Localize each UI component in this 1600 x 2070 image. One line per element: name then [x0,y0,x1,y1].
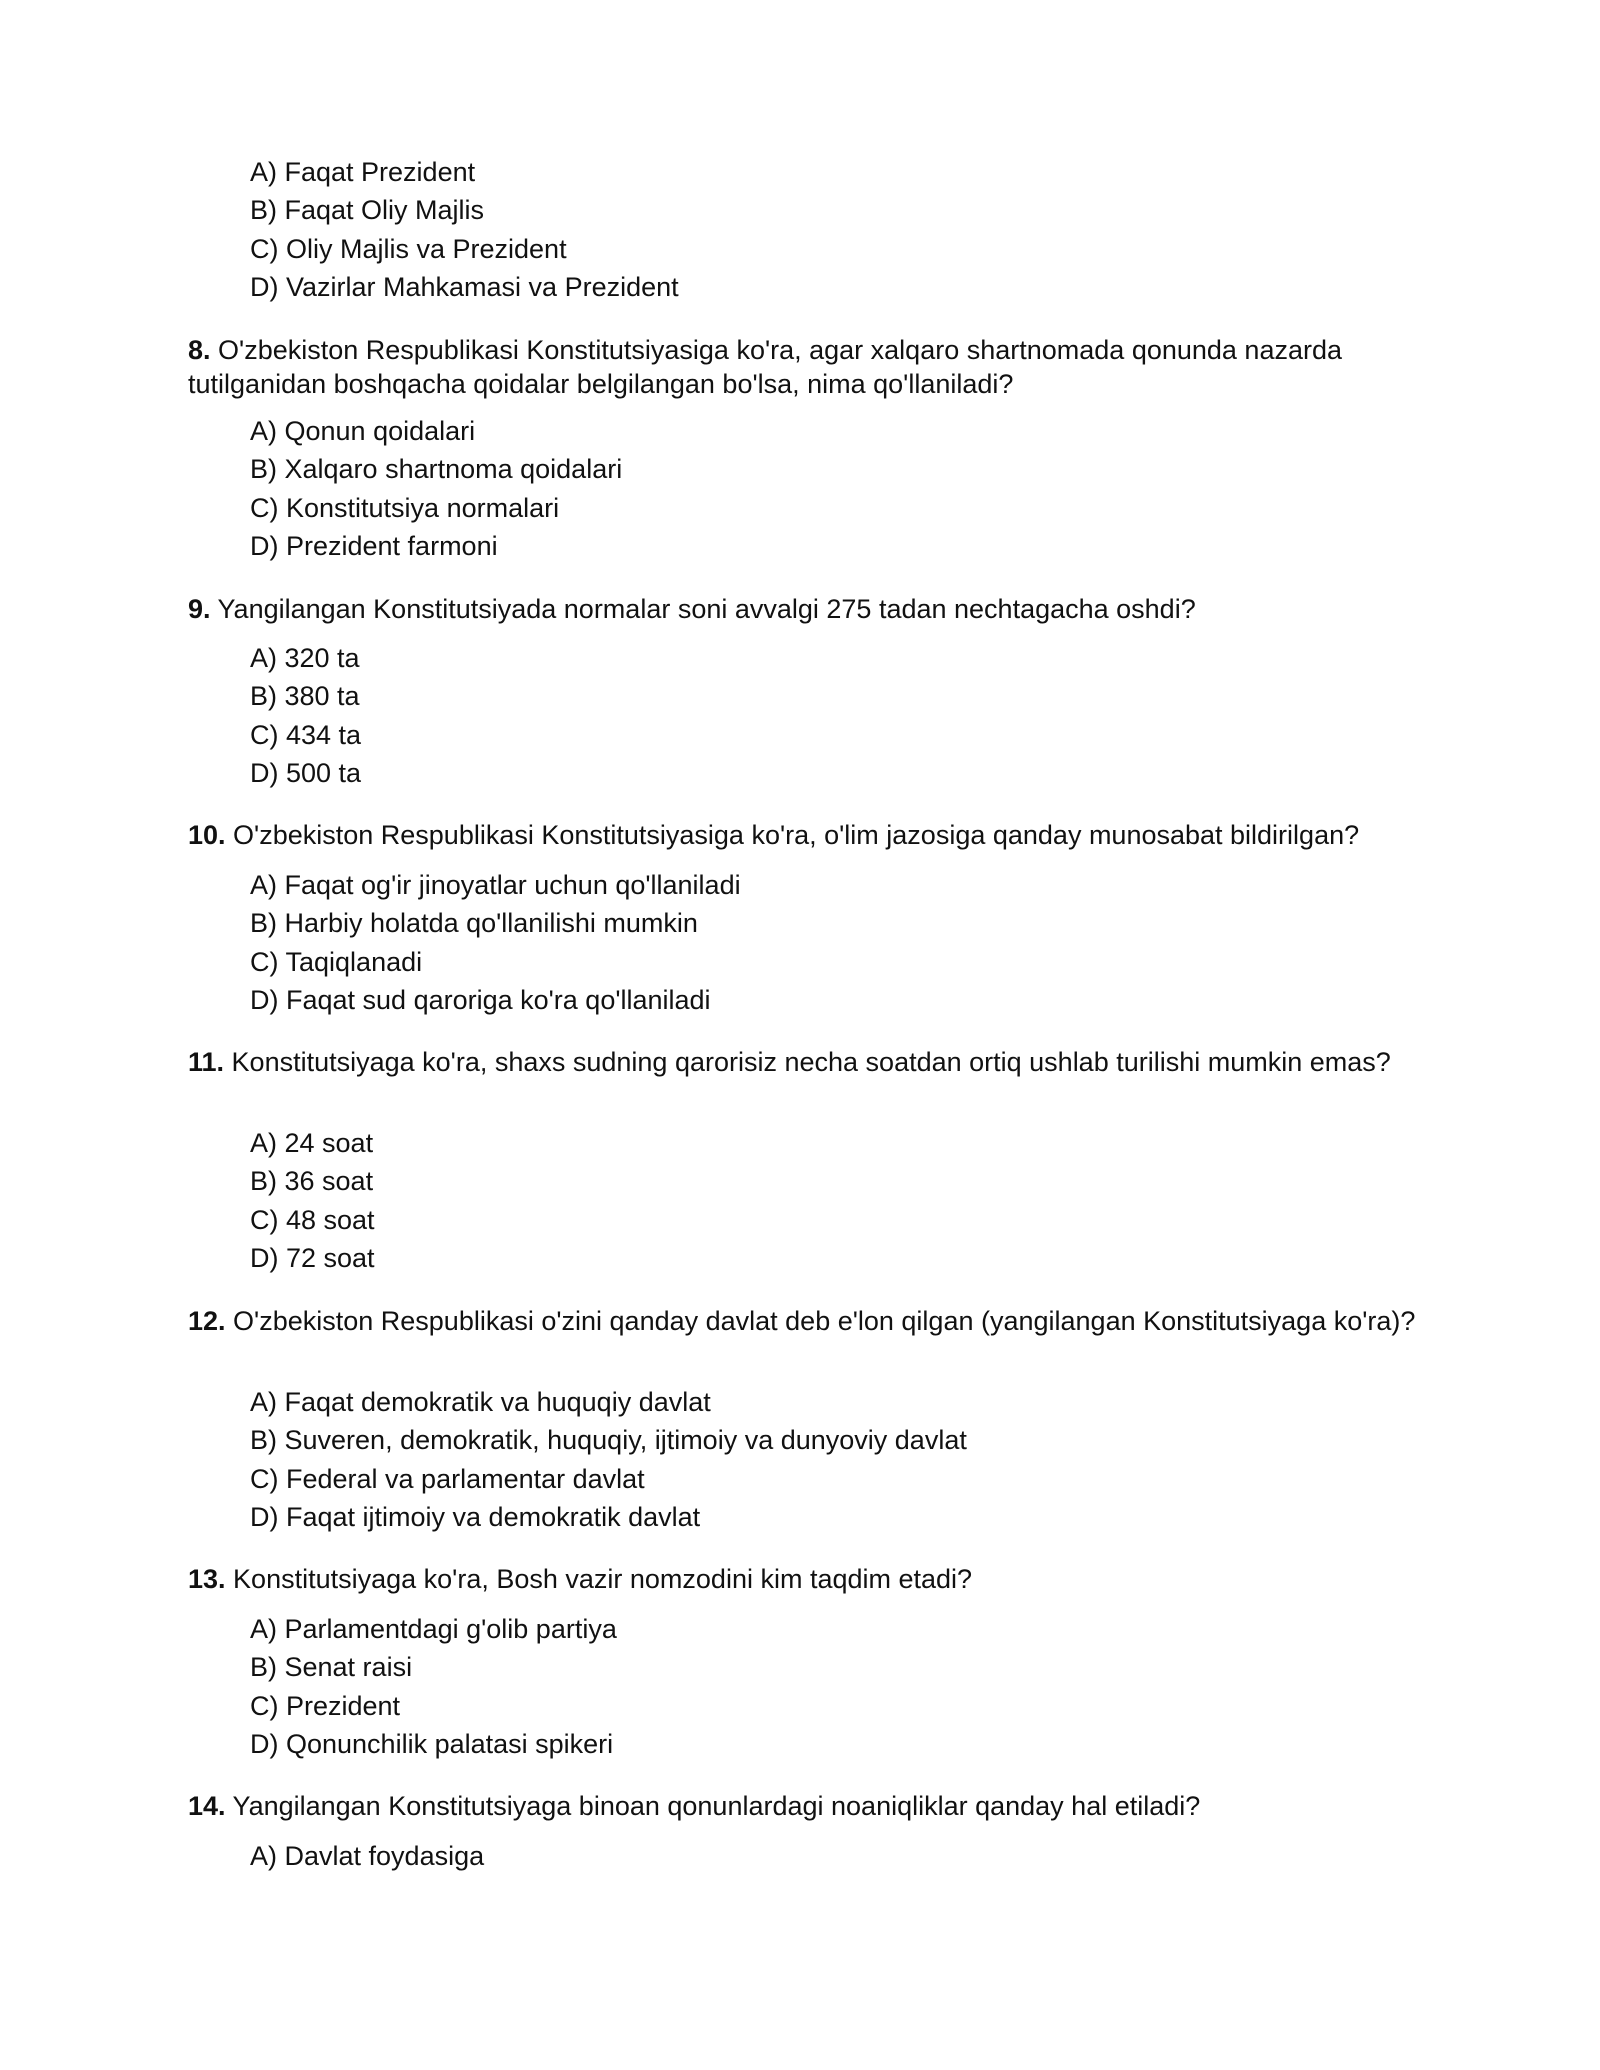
question-12-options [250,1383,967,1537]
option-d: D) Qonunchilik palatasi spikeri [250,1729,614,1760]
option-a: A) Parlamentdagi g'olib partiya [250,1614,617,1644]
question-number: 14. [188,1791,226,1821]
question-11 [188,1045,1448,1079]
question-10-options [250,866,741,1020]
option-a: A) Davlat foydasiga [250,1841,485,1871]
question-text: Konstitutsiyaga ko'ra, Bosh vazir nomzodini kim taqdim etadi? [225,1564,973,1594]
question-14-options [250,1837,484,1875]
question-13 [188,1562,1448,1596]
option-a: A) 24 soat [250,1128,374,1158]
question-9 [188,592,1448,626]
option-c: C) Prezident [250,1690,401,1721]
question-number: 8. [188,335,211,365]
question-text: O'zbekiston Respublikasi o'zini qanday davlat deb e'lon qilgan (yangilangan Konstitutsiyaga ko'ra)? [225,1306,1416,1336]
question-text: Yangilangan Konstitutsiyada normalar soni avvalgi 275 tadan nechtagacha oshdi? [210,594,1196,624]
option-b: B) 36 soat [250,1166,374,1197]
option-d: D) Prezident farmoni [250,531,498,562]
question-12 [188,1304,1448,1338]
option-b: B) Faqat Oliy Majlis [250,195,485,226]
fragment-options [250,153,679,307]
question-11-options [250,1124,375,1278]
option-c: C) 48 soat [250,1204,375,1235]
question-text: O'zbekiston Respublikasi Konstitutsiyasiga ko'ra, o'lim jazosiga qanday munosabat bildirilgan? [225,820,1360,850]
option-b: B) Suveren, demokratik, huquqiy, ijtimoiy va dunyoviy davlat [250,1425,967,1456]
option-d: D) Vazirlar Mahkamasi va Prezident [250,272,679,303]
question-13-options [250,1610,617,1764]
question-number: 12. [188,1306,226,1336]
option-b: B) Harbiy holatda qo'llanilishi mumkin [250,908,698,939]
question-number: 9. [188,594,211,624]
question-14 [188,1789,1448,1823]
option-c: C) Konstitutsiya normalari [250,492,560,523]
option-c: C) Taqiqlanadi [250,946,423,977]
option-c: C) Oliy Majlis va Prezident [250,233,567,264]
question-number: 11. [188,1047,225,1077]
option-d: D) 72 soat [250,1243,375,1274]
option-b: B) Xalqaro shartnoma qoidalari [250,454,623,485]
question-text: O'zbekiston Respublikasi Konstitutsiyasiga ko'ra, agar xalqaro shartnomada qonunda nazarda tutilganidan boshqacha qoidalar belgilangan bo'lsa, nima qo'llaniladi? [188,335,1342,399]
option-a: A) Faqat demokratik va huquqiy davlat [250,1387,711,1417]
option-b: B) Senat raisi [250,1652,413,1683]
option-d: D) Faqat ijtimoiy va demokratik davlat [250,1502,701,1533]
question-8-options [250,412,622,566]
question-9-options [250,639,361,793]
question-number: 13. [188,1564,226,1594]
question-text: Yangilangan Konstitutsiyaga binoan qonunlardagi noaniqliklar qanday hal etiladi? [225,1791,1201,1821]
option-a: A) 320 ta [250,643,360,673]
question-number: 10. [188,820,226,850]
option-a: A) Qonun qoidalari [250,416,476,446]
question-10 [188,818,1448,852]
question-8 [188,333,1448,401]
option-c: C) 434 ta [250,719,362,750]
option-d: D) Faqat sud qaroriga ko'ra qo'llaniladi [250,985,711,1016]
option-a: A) Faqat Prezident [250,157,476,187]
option-c: C) Federal va parlamentar davlat [250,1463,645,1494]
option-d: D) 500 ta [250,758,362,789]
option-b: B) 380 ta [250,681,360,712]
option-a: A) Faqat og'ir jinoyatlar uchun qo'llaniladi [250,870,741,900]
question-text: Konstitutsiyaga ko'ra, shaxs sudning qarorisiz necha soatdan ortiq ushlab turilishi mumkin emas? [224,1047,1391,1077]
